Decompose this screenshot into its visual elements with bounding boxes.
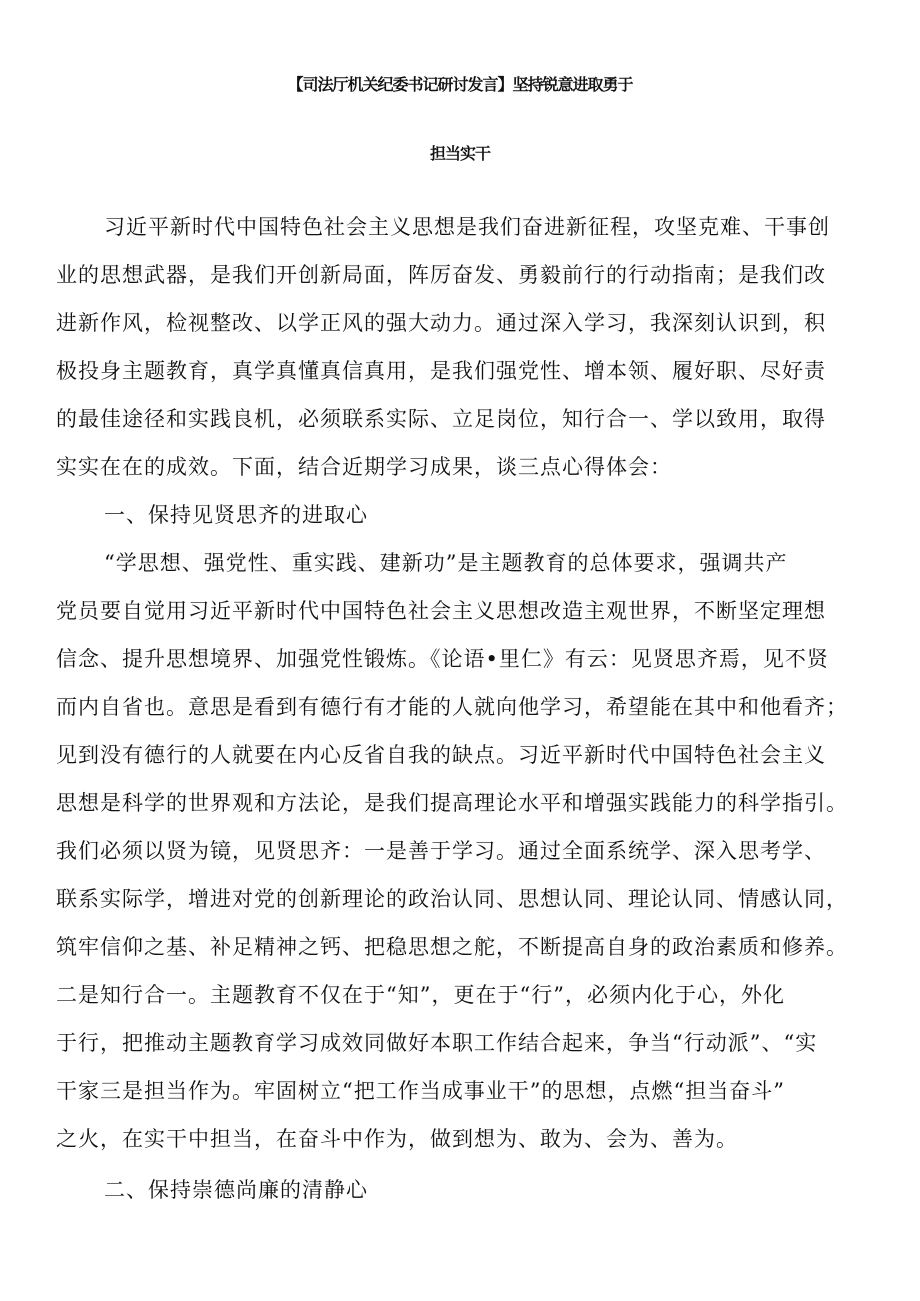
body-line: 思想是科学的世界观和方法论，是我们提高理论水平和增强实践能力的科学指引。 [56,791,848,815]
body-line: 于行，把推动主题教育学习成效同做好本职工作结合起来，争当“行动派”、“实 [56,1031,818,1055]
body-line: 见到没有德行的人就要在内心反省自我的缺点。习近平新时代中国特色社会主义 [56,743,826,767]
body-line: 筑牢信仰之基、补足精神之钙、把稳思想之舵，不断提高自身的政治素质和修养。 [56,935,848,959]
body-line: 的最佳途径和实践良机，必须联系实际、立足岗位，知行合一、学以致用，取得 [56,407,826,431]
body-line: 习近平新时代中国特色社会主义思想是我们奋进新征程，攻坚克难、干事创 [104,215,830,239]
body-line: 极投身主题教育，真学真懂真信真用，是我们强党性、增本领、履好职、尽好责 [56,359,826,383]
body-line: 干家三是担当作为。牢固树立“把工作当成事业干”的思想，点燃“担当奋斗” [56,1079,785,1103]
body-line: 之火，在实干中担当，在奋斗中作为，做到想为、敢为、会为、善为。 [56,1127,738,1151]
section-heading-1: 一、保持见贤思齐的进取心 [104,503,368,527]
document-title-line-2: 担当实干 [429,144,490,163]
section-heading-2: 二、保持崇德尚廉的清静心 [104,1178,368,1202]
body-line: 而内自省也。意思是看到有德行有才能的人就向他学习，希望能在其中和他看齐； [56,695,848,719]
body-line: 联系实际学，增进对党的创新理论的政治认同、思想认同、理论认同、情感认同， [56,887,848,911]
body-line: 实实在在的成效。下面，结合近期学习成果，谈三点心得体会： [56,455,672,479]
body-line: 党员要自觉用习近平新时代中国特色社会主义思想改造主观世界，不断坚定理想 [56,599,826,623]
body-line: 二是知行合一。主题教育不仅在于“知”，更在于“行”，必须内化于心，外化 [56,983,785,1007]
body-line: 进新作风，检视整改、以学正风的强大动力。通过深入学习，我深刻认识到，积 [56,311,826,335]
document-title-line-1: 【司法厅机关纪委书记研讨发言】坚持锐意进取勇于 [287,75,633,94]
body-line: “学思想、强党性、重实践、建新功”是主题教育的总体要求，强调共产 [104,551,788,575]
body-line: 业的思想武器，是我们开创新局面，阵厉奋发、勇毅前行的行动指南；是我们改 [56,263,826,287]
body-line: 我们必须以贤为镜，见贤思齐：一是善于学习。通过全面系统学、深入思考学、 [56,839,826,863]
body-line: 信念、提升思想境界、加强党性锻炼。《论语•里仁》有云：见贤思齐焉，见不贤 [56,647,829,671]
